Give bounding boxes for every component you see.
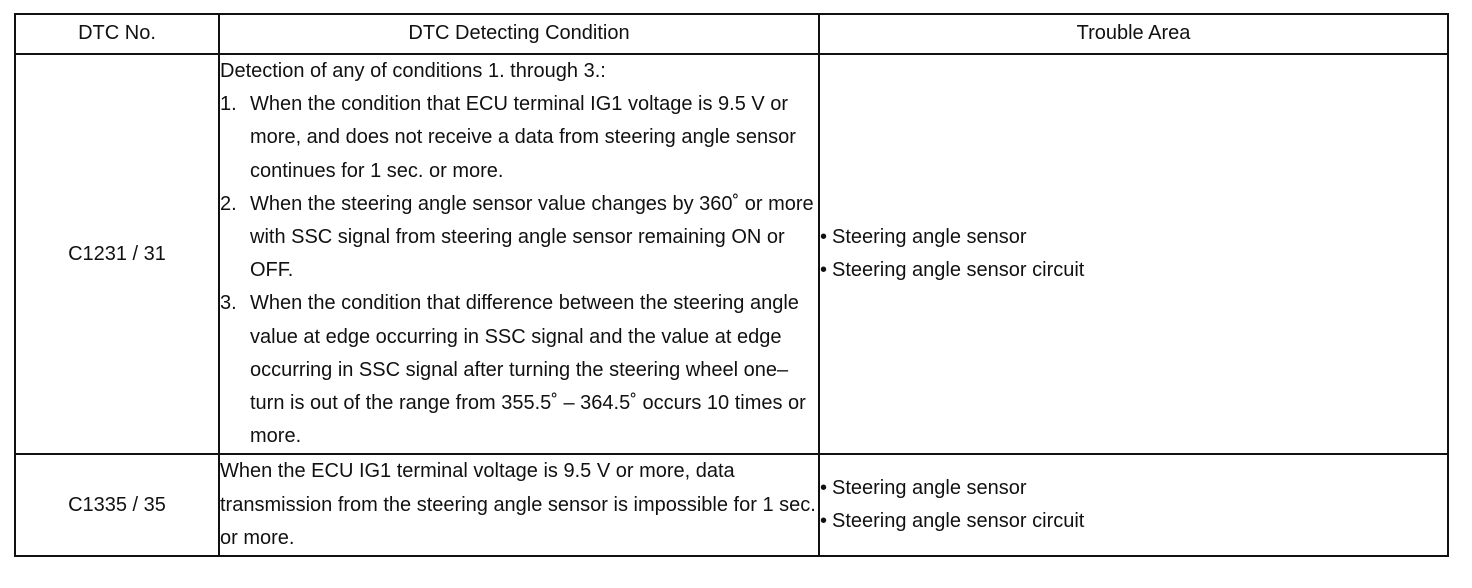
condition-cell [219, 454, 819, 556]
header-detecting-condition: DTC Detecting Condition [219, 14, 819, 54]
condition-list [220, 88, 818, 453]
condition-text: When the condition that difference between the steering angle value at edge occurring in SSC signal and the value at edge occurring in SSC signal after turning the steering wheel one–turn is out of the range from 355.5˚ – 364.5˚ occurs 10 times or more. [250, 292, 806, 448]
dtc-code-cell: C1231 / 31 [15, 54, 219, 454]
bullet-icon: • [820, 226, 828, 249]
condition-item [220, 188, 818, 288]
trouble-area-cell [819, 454, 1448, 556]
trouble-area-text: Steering angle sensor [832, 226, 1027, 249]
dtc-table [14, 13, 1449, 557]
condition-text: When the ECU IG1 terminal voltage is 9.5 V or more, data transmission from the steering angle sensor is impossible for 1 sec. or more. [220, 460, 816, 549]
condition-number: 3. [220, 292, 237, 315]
dtc-code-cell: C1335 / 35 [15, 454, 219, 556]
trouble-area-item [820, 254, 1447, 287]
header-dtc-no: DTC No. [15, 14, 219, 54]
trouble-area-item [820, 505, 1447, 538]
trouble-area-item [820, 221, 1447, 254]
table-row [15, 54, 1448, 454]
condition-item [220, 88, 818, 188]
condition-item [220, 287, 818, 453]
bullet-icon: • [820, 477, 828, 500]
trouble-area-text: Steering angle sensor circuit [832, 259, 1085, 282]
bullet-icon: • [820, 510, 828, 533]
trouble-area-item [820, 472, 1447, 505]
condition-text: When the steering angle sensor value changes by 360˚ or more with SSC signal from steering angle sensor remaining ON or OFF. [250, 192, 814, 282]
trouble-area-text: Steering angle sensor [832, 477, 1027, 500]
header-trouble-area: Trouble Area [819, 14, 1448, 54]
table-row [15, 454, 1448, 556]
header-row [15, 14, 1448, 54]
trouble-area-cell [819, 54, 1448, 454]
condition-number: 2. [220, 192, 237, 215]
trouble-area-list [820, 472, 1447, 538]
bullet-icon: • [820, 259, 828, 282]
trouble-area-list [820, 221, 1447, 287]
trouble-area-text: Steering angle sensor circuit [832, 510, 1085, 533]
condition-cell [219, 54, 819, 454]
condition-intro: Detection of any of conditions 1. through 3.: [220, 60, 606, 82]
condition-text: When the condition that ECU terminal IG1 voltage is 9.5 V or more, and does not receive a data from steering angle sensor continues for 1 sec. or more. [250, 93, 796, 182]
condition-number: 1. [220, 93, 237, 116]
